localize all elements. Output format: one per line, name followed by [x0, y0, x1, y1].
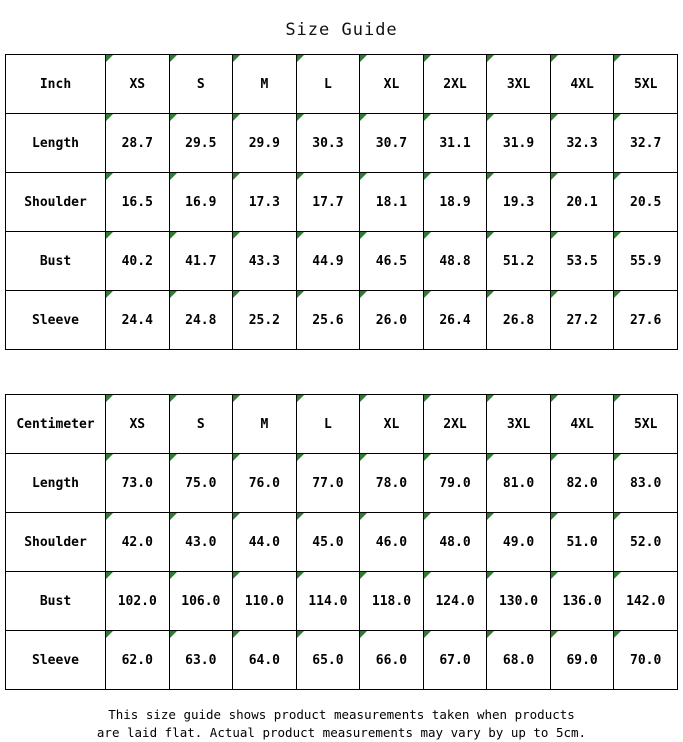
- cell-bust-m: 110.0: [233, 572, 297, 631]
- cell-sleeve-m: 64.0: [233, 631, 297, 690]
- cell-length-2xl: 31.1: [423, 114, 487, 173]
- footnote-line-1: This size guide shows product measurements taken when products: [108, 707, 575, 722]
- cell-shoulder-3xl: 49.0: [487, 513, 551, 572]
- cell-shoulder-l: 45.0: [296, 513, 360, 572]
- cell-length-5xl: 83.0: [614, 454, 678, 513]
- size-table-centimeter: [5, 394, 678, 690]
- cell-length-m: 29.9: [233, 114, 297, 173]
- cell-length-5xl: 32.7: [614, 114, 678, 173]
- cell-shoulder-3xl: 19.3: [487, 173, 551, 232]
- table-row: [6, 232, 678, 291]
- cell-bust-xs: 102.0: [106, 572, 170, 631]
- measure-label-sleeve: Sleeve: [6, 291, 106, 350]
- size-header-xs: XS: [106, 55, 170, 114]
- size-header-m: M: [233, 395, 297, 454]
- size-header-xl: XL: [360, 395, 424, 454]
- size-header-m: M: [233, 55, 297, 114]
- cell-sleeve-4xl: 27.2: [550, 291, 614, 350]
- cell-length-4xl: 32.3: [550, 114, 614, 173]
- measure-label-shoulder: Shoulder: [6, 173, 106, 232]
- size-header-xl: XL: [360, 55, 424, 114]
- cell-shoulder-xl: 18.1: [360, 173, 424, 232]
- cell-length-xl: 30.7: [360, 114, 424, 173]
- cell-sleeve-3xl: 26.8: [487, 291, 551, 350]
- size-header-3xl: 3XL: [487, 55, 551, 114]
- cell-sleeve-4xl: 69.0: [550, 631, 614, 690]
- table-row: [6, 173, 678, 232]
- unit-label-inch: Inch: [6, 55, 106, 114]
- cell-shoulder-s: 43.0: [169, 513, 233, 572]
- cell-shoulder-5xl: 52.0: [614, 513, 678, 572]
- cell-length-s: 29.5: [169, 114, 233, 173]
- cell-shoulder-xs: 42.0: [106, 513, 170, 572]
- measure-label-length: Length: [6, 454, 106, 513]
- size-header-l: L: [296, 55, 360, 114]
- size-header-2xl: 2XL: [423, 55, 487, 114]
- cell-sleeve-2xl: 26.4: [423, 291, 487, 350]
- cell-sleeve-5xl: 27.6: [614, 291, 678, 350]
- cell-shoulder-2xl: 48.0: [423, 513, 487, 572]
- cell-bust-3xl: 51.2: [487, 232, 551, 291]
- cell-bust-5xl: 142.0: [614, 572, 678, 631]
- size-header-5xl: 5XL: [614, 395, 678, 454]
- table-header-row: [6, 55, 678, 114]
- cell-shoulder-2xl: 18.9: [423, 173, 487, 232]
- page-title: Size Guide: [285, 20, 398, 40]
- cell-shoulder-5xl: 20.5: [614, 173, 678, 232]
- table-row: [6, 454, 678, 513]
- size-table-inch: [5, 54, 678, 350]
- table-row: [6, 291, 678, 350]
- cell-bust-3xl: 130.0: [487, 572, 551, 631]
- cell-length-m: 76.0: [233, 454, 297, 513]
- cell-bust-l: 114.0: [296, 572, 360, 631]
- measure-label-bust: Bust: [6, 572, 106, 631]
- cell-length-l: 77.0: [296, 454, 360, 513]
- size-header-4xl: 4XL: [550, 55, 614, 114]
- cell-bust-xl: 46.5: [360, 232, 424, 291]
- size-header-l: L: [296, 395, 360, 454]
- cell-shoulder-s: 16.9: [169, 173, 233, 232]
- cell-bust-2xl: 48.8: [423, 232, 487, 291]
- cell-sleeve-2xl: 67.0: [423, 631, 487, 690]
- table-row: [6, 513, 678, 572]
- cell-length-4xl: 82.0: [550, 454, 614, 513]
- cell-shoulder-m: 17.3: [233, 173, 297, 232]
- cell-bust-s: 41.7: [169, 232, 233, 291]
- cell-length-xs: 73.0: [106, 454, 170, 513]
- cell-sleeve-xs: 24.4: [106, 291, 170, 350]
- cell-sleeve-xl: 26.0: [360, 291, 424, 350]
- size-header-s: S: [169, 55, 233, 114]
- size-header-xs: XS: [106, 395, 170, 454]
- size-header-3xl: 3XL: [487, 395, 551, 454]
- table-header-row: [6, 395, 678, 454]
- size-header-4xl: 4XL: [550, 395, 614, 454]
- cell-shoulder-xs: 16.5: [106, 173, 170, 232]
- table-row: [6, 114, 678, 173]
- footnote: [0, 690, 683, 742]
- cell-length-2xl: 79.0: [423, 454, 487, 513]
- cell-length-xl: 78.0: [360, 454, 424, 513]
- cell-bust-m: 43.3: [233, 232, 297, 291]
- cell-sleeve-l: 25.6: [296, 291, 360, 350]
- cell-sleeve-l: 65.0: [296, 631, 360, 690]
- measure-label-bust: Bust: [6, 232, 106, 291]
- cell-bust-xs: 40.2: [106, 232, 170, 291]
- unit-label-centimeter: Centimeter: [6, 395, 106, 454]
- cell-bust-5xl: 55.9: [614, 232, 678, 291]
- cell-sleeve-5xl: 70.0: [614, 631, 678, 690]
- measure-label-length: Length: [6, 114, 106, 173]
- cell-length-xs: 28.7: [106, 114, 170, 173]
- cell-sleeve-xl: 66.0: [360, 631, 424, 690]
- cell-shoulder-4xl: 20.1: [550, 173, 614, 232]
- size-header-s: S: [169, 395, 233, 454]
- cell-shoulder-l: 17.7: [296, 173, 360, 232]
- cell-length-3xl: 81.0: [487, 454, 551, 513]
- cell-sleeve-m: 25.2: [233, 291, 297, 350]
- cell-shoulder-4xl: 51.0: [550, 513, 614, 572]
- cell-length-3xl: 31.9: [487, 114, 551, 173]
- cell-sleeve-s: 24.8: [169, 291, 233, 350]
- footnote-line-2: are laid flat. Actual product measurements may vary by up to 5cm.: [96, 725, 587, 741]
- table-row: [6, 631, 678, 690]
- size-header-2xl: 2XL: [423, 395, 487, 454]
- cell-shoulder-m: 44.0: [233, 513, 297, 572]
- measure-label-sleeve: Sleeve: [6, 631, 106, 690]
- cell-shoulder-xl: 46.0: [360, 513, 424, 572]
- cell-bust-s: 106.0: [169, 572, 233, 631]
- table-spacer: [0, 350, 683, 394]
- cell-bust-2xl: 124.0: [423, 572, 487, 631]
- cell-length-l: 30.3: [296, 114, 360, 173]
- size-header-5xl: 5XL: [614, 55, 678, 114]
- measure-label-shoulder: Shoulder: [6, 513, 106, 572]
- table-row: [6, 572, 678, 631]
- cell-bust-4xl: 136.0: [550, 572, 614, 631]
- cell-length-s: 75.0: [169, 454, 233, 513]
- cell-bust-4xl: 53.5: [550, 232, 614, 291]
- cell-sleeve-xs: 62.0: [106, 631, 170, 690]
- cell-sleeve-s: 63.0: [169, 631, 233, 690]
- cell-bust-l: 44.9: [296, 232, 360, 291]
- cell-bust-xl: 118.0: [360, 572, 424, 631]
- cell-sleeve-3xl: 68.0: [487, 631, 551, 690]
